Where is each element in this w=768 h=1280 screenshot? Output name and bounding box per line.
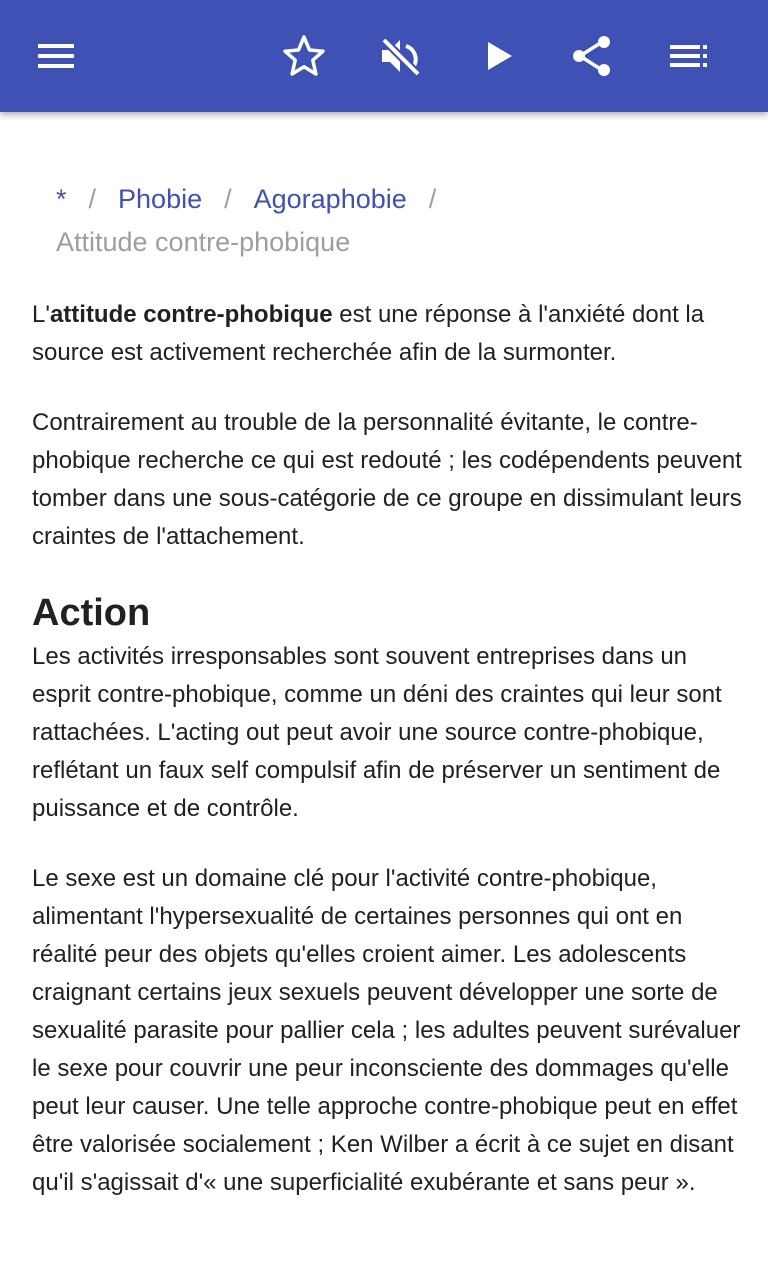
breadcrumb <box>56 178 736 264</box>
hamburger-menu-icon[interactable] <box>32 32 80 80</box>
article-content <box>32 296 744 1234</box>
volume-off-icon[interactable] <box>376 32 424 80</box>
list-icon[interactable] <box>664 32 712 80</box>
paragraph-3: Les activités irresponsables sont souvent entreprises dans un esprit contre-phobique, comme un déni des craintes qui leur sont rattachées. L'acting out peut avoir une source contre-phobique, reflétant un faux self compulsif afin de préserver un sentiment de puissance et de contrôle. <box>32 643 722 822</box>
breadcrumb-current-page: Attitude contre-phobique <box>56 227 351 257</box>
breadcrumb-link-agoraphobie[interactable]: Agoraphobie <box>253 184 407 214</box>
intro-prefix: L' <box>32 301 50 328</box>
breadcrumb-link-phobie[interactable]: Phobie <box>118 184 203 214</box>
breadcrumb-separator: / <box>224 184 232 214</box>
paragraph-2: Contrairement au trouble de la personnalité évitante, le contre-phobique recherche ce qui est redouté ; les codépendents peuvent tomber dans une sous-catégorie de ce groupe en dissimulant leurs craintes de l'attachement. <box>32 409 742 550</box>
intro-paragraph <box>32 296 744 372</box>
intro-rest: est une réponse à l'anxiété dont la source est activement recherchée afin de la surmonter. <box>32 301 705 366</box>
play-icon[interactable] <box>474 32 522 80</box>
paragraph-4: Le sexe est un domaine clé pour l'activité contre-phobique, alimentant l'hypersexualité de certaines personnes qui ont en réalité peur des objets qu'elles croient aimer. Les adolescents craignant certains jeux sexuels peuvent développer une sorte de sexualité parasite pour pallier cela ; les adultes peuvent surévaluer le sexe pour couvrir une peur inconsciente des dommages qu'elle peut leur causer. Une telle approche contre-phobique peut en effet être valorisée socialement ; Ken Wilber a écrit à ce sujet en disant qu'il s'agissait d'« une superficialité exubérante et sans peur ». <box>32 865 741 1196</box>
app-toolbar <box>0 0 768 112</box>
breadcrumb-separator: / <box>428 184 437 214</box>
section-heading-action: Action <box>32 592 151 634</box>
breadcrumb-root-link[interactable]: * <box>56 184 67 214</box>
breadcrumb-separator: / <box>88 184 97 214</box>
star-outline-icon[interactable] <box>280 32 328 80</box>
share-icon[interactable] <box>568 32 616 80</box>
intro-bold-term: attitude contre-phobique <box>49 301 333 328</box>
